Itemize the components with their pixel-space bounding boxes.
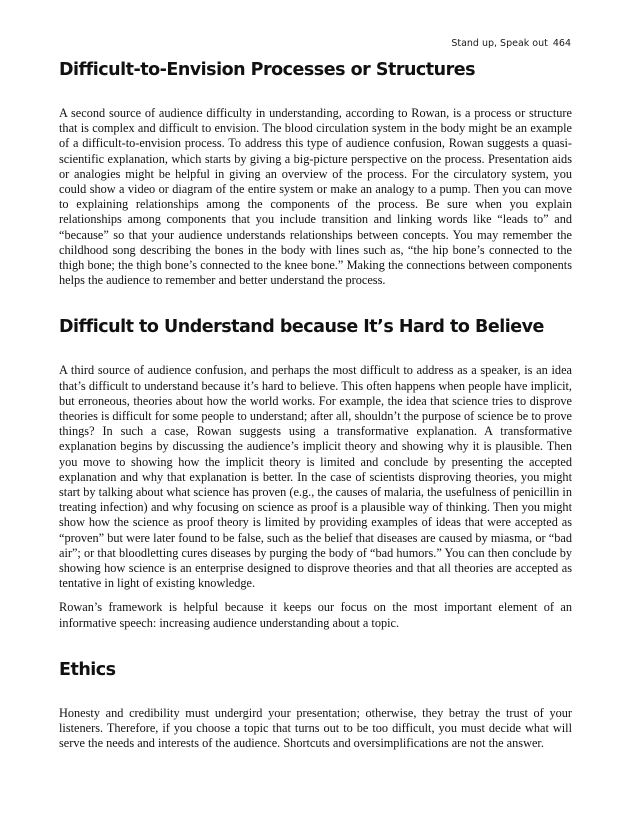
section-hard-to-believe: [59, 317, 572, 630]
section-ethics: [59, 660, 572, 752]
section-heading: Difficult-to-Envision Processes or Structures: [59, 60, 476, 80]
body-paragraph: A third source of audience confusion, and perhaps the most difficult to address as a speaker, is an idea that’s difficult to understand because it’s hard to believe. This often happens when people have implicit, but erroneous, theories about how the world works. For example, the idea that science tries to disprove theories is difficult for some people to understand; after all, shouldn’t the purpose of science be to prove things? In such a case, Rowan suggests using a transformative explanation. A transformative explanation begins by discussing the audience’s implicit theory and showing why it is plausible. Then you move to showing how the implicit theory is limited and conclude by presenting the accepted explanation and why that explanation is better. In the case of scientists disproving theories, you might start by talking about what science has proven (e.g., the causes of malaria, the usefulness of penicillin in treating infection) and why focusing on science as proof is a plausible way of thinking. Then you might show how the science as proof theory is limited by providing examples of ideas that were accepted as “proven” but were later found to be false, such as the belief that diseases are caused by miasma, or “bad air”; or that bloodletting cures diseases by purging the body of “bad humors.” You can then conclude by showing how science is an enterprise designed to disprove theories and that all theories are accepted as tentative in light of existing knowledge.: [59, 363, 572, 591]
section-heading: Ethics: [59, 659, 116, 680]
page-content: [59, 60, 572, 752]
running-header: [451, 38, 571, 49]
section-difficult-to-envision: [59, 60, 572, 288]
body-paragraph: A second source of audience difficulty in understanding, according to Rowan, is a process or structure that is complex and difficult to envision. The blood circulation system in the body might be an example of a difficult-to-envision process. To address this type of audience confusion, Rowan suggests a quasi-scientific explanation, which starts by giving a big-picture perspective on the process. Presentation aids or analogies might be helpful in giving an overview of the process. For the circulatory system, you could show a video or diagram of the entire system or make an analogy to a pump. Then you can move to explaining relationships among the components of the process. Be sure when you explain relationships among components that you include transition and linking words like “leads to” and “because” so that your audience understands relationships between concepts. You may remember the childhood song describing the bones in the body with lines such as, “the hip bone’s connected to the thigh bone; the thigh bone’s connected to the knee bone.” Making the connections between components helps the audience to remember and better understand the process.: [59, 106, 572, 288]
page-number: 464: [552, 38, 571, 49]
section-heading: Difficult to Understand because It’s Hard to Believe: [59, 317, 544, 338]
running-title: Stand up, Speak out: [451, 38, 548, 49]
body-paragraph: Honesty and credibility must undergird your presentation; otherwise, they betray the trust of your listeners. Therefore, if you choose a topic that turns out to be too difficult, you must decide what will serve the needs and interests of the audience. Shortcuts and oversimplifications are not the answer.: [59, 705, 572, 751]
body-paragraph: Rowan’s framework is helpful because it keeps our focus on the most important element of an informative speech: increasing audience understanding about a topic.: [59, 600, 572, 630]
